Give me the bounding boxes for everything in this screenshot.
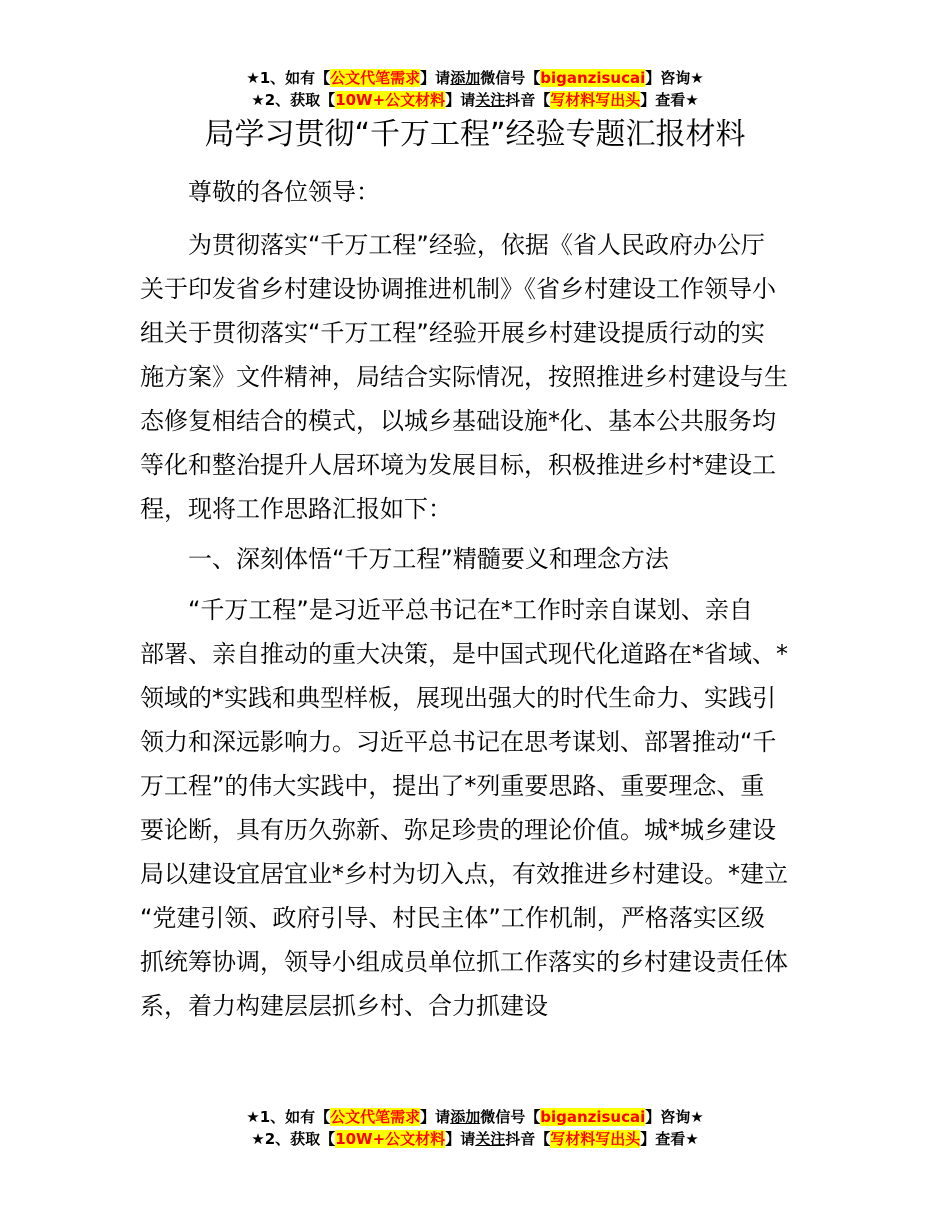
banner-highlight-douyin-id: 写材料写出头 bbox=[550, 1130, 641, 1148]
paragraph-line: 部署、亲自推动的重大决策，是中国式现代化道路在*省域、* bbox=[140, 640, 788, 668]
banner-text: 】请 bbox=[420, 1108, 451, 1126]
banner-text: 】咨询★ bbox=[645, 69, 704, 87]
banner-text: 】请 bbox=[420, 69, 451, 87]
banner-highlight-materials: 10W+公文材料 bbox=[335, 1130, 446, 1148]
paragraph-line: 局以建设宜居宜业*乡村为切入点，有效推进乡村建设。*建立 bbox=[140, 860, 788, 888]
banner-line-2 bbox=[0, 89, 950, 111]
banner-text: 抖音【 bbox=[505, 1130, 551, 1148]
paragraph-line: 态修复相结合的模式，以城乡基础设施*化、基本公共服务均 bbox=[140, 407, 776, 435]
paragraph-line: “千万工程”是习近平总书记在*工作时亲自谋划、亲自 bbox=[188, 596, 753, 624]
paragraph-line: 抓统筹协调，领导小组成员单位抓工作落实的乡村建设责任体 bbox=[140, 948, 788, 976]
paragraph-line: 组关于贯彻落实“千万工程”经验开展乡村建设提质行动的实 bbox=[140, 319, 765, 347]
banner-text: 】查看★ bbox=[640, 91, 699, 109]
banner-line-2 bbox=[0, 1128, 950, 1150]
banner-text: 】查看★ bbox=[640, 1130, 699, 1148]
banner-text: 微信号【 bbox=[480, 1108, 541, 1126]
banner-line-1 bbox=[0, 67, 950, 89]
banner-underlined-follow: 关注 bbox=[475, 91, 506, 109]
paragraph-line: 万工程”的伟大实践中，提出了*列重要思路、重要理念、重 bbox=[140, 772, 765, 800]
top-banner bbox=[0, 67, 950, 111]
banner-line-1 bbox=[0, 1106, 950, 1128]
bottom-banner bbox=[0, 1106, 950, 1150]
paragraph-line: 为贯彻落实“千万工程”经验，依据《省人民政府办公厅 bbox=[188, 231, 765, 259]
paragraph-line: 等化和整治提升人居环境为发展目标，积极推进乡村*建设工 bbox=[140, 451, 776, 479]
banner-highlight-materials: 10W+公文材料 bbox=[335, 91, 446, 109]
paragraph-line: 系，着力构建层层抓乡村、合力抓建设 bbox=[140, 992, 548, 1020]
paragraph-line: 关于印发省乡村建设协调推进机制》《省乡村建设工作领导小 bbox=[140, 275, 776, 303]
banner-text: 】请 bbox=[445, 91, 476, 109]
banner-text: 】请 bbox=[445, 1130, 476, 1148]
banner-text: ★2、获取【 bbox=[251, 1130, 336, 1148]
banner-highlight-wechat-id: biganzisucai bbox=[540, 69, 646, 87]
banner-highlight-service: 公文代笔需求 bbox=[330, 1108, 421, 1126]
document-title: 局学习贯彻“千万工程”经验专题汇报材料 bbox=[204, 117, 746, 152]
banner-text: ★1、如有【 bbox=[246, 1108, 331, 1126]
paragraph-line: 领力和深远影响力。习近平总书记在思考谋划、部署推动“千 bbox=[140, 728, 777, 756]
paragraph-line: 施方案》文件精神，局结合实际情况，按照推进乡村建设与生 bbox=[140, 363, 788, 391]
banner-text: 抖音【 bbox=[505, 91, 551, 109]
banner-highlight-wechat-id: biganzisucai bbox=[540, 1108, 646, 1126]
paragraph-line: 程，现将工作思路汇报如下： bbox=[140, 495, 452, 523]
paragraph-line: 要论断，具有历久弥新、弥足珍贵的理论价值。城*城乡建设 bbox=[140, 816, 776, 844]
banner-text: ★1、如有【 bbox=[246, 69, 331, 87]
banner-underlined-add: 添加 bbox=[450, 1108, 481, 1126]
banner-underlined-follow: 关注 bbox=[475, 1130, 506, 1148]
banner-text: 】咨询★ bbox=[645, 1108, 704, 1126]
banner-highlight-service: 公文代笔需求 bbox=[330, 69, 421, 87]
paragraph-intro bbox=[140, 223, 812, 531]
banner-text: 微信号【 bbox=[480, 69, 541, 87]
paragraph-line: 领域的*实践和典型样板，展现出强大的时代生命力、实践引 bbox=[140, 684, 776, 712]
section-heading-1: 一、深刻体悟“千万工程”精髓要义和理念方法 bbox=[188, 545, 669, 573]
salutation: 尊敬的各位领导： bbox=[188, 178, 380, 206]
banner-text: ★2、获取【 bbox=[251, 91, 336, 109]
banner-underlined-add: 添加 bbox=[450, 69, 481, 87]
banner-highlight-douyin-id: 写材料写出头 bbox=[550, 91, 641, 109]
paragraph-line: “党建引领、政府引导、村民主体”工作机制，严格落实区级 bbox=[140, 904, 765, 932]
paragraph-section-1 bbox=[140, 588, 812, 1028]
